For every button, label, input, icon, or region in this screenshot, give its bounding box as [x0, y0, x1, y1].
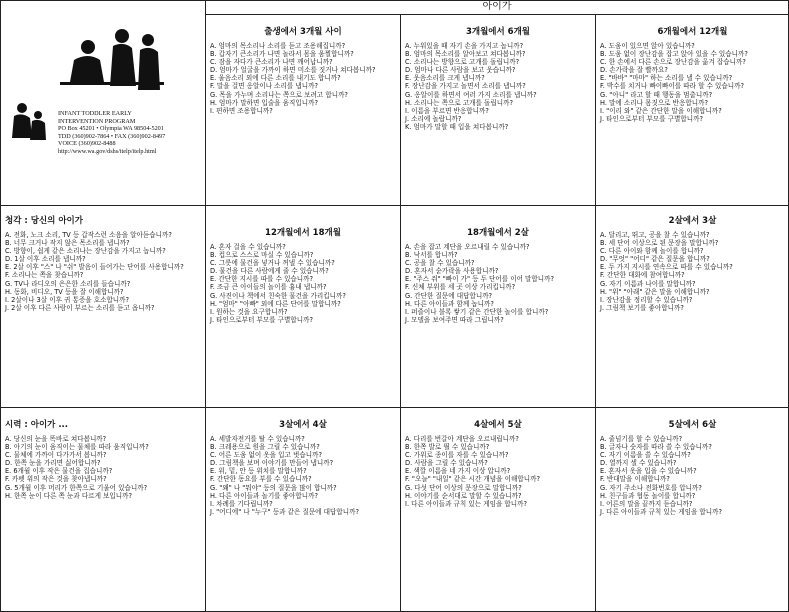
- question-item: B. 너무 크거나 작지 않은 목소리를 냅니까?: [5, 239, 130, 248]
- question-list: [600, 42, 785, 123]
- question-item: I. 원하는 것을 요구합니까?: [210, 307, 288, 316]
- question-list: [5, 231, 201, 312]
- question-list: [405, 243, 591, 324]
- question-item: C. 가위로 종이를 자를 수 있습니까?: [405, 451, 509, 460]
- question-item: H. 한쪽 눈이 다른 쪽 눈과 다르게 보입니까?: [5, 491, 133, 500]
- question-item: J. 모델을 보여주면 따라 그립니까?: [405, 315, 504, 324]
- question-item: D. 엄마나 다른 사람을 보고 웃습니까?: [405, 66, 516, 75]
- question-item: I. 이름을 부르면 반응합니까?: [405, 106, 489, 115]
- question-list: [210, 243, 396, 324]
- question-item: H. 다른 아이들과 놀기를 좋아합니까?: [210, 491, 318, 500]
- section-4-5-years: [401, 408, 595, 612]
- question-item: E. 두 가지 지시를 연속으로 따를 수 있습니까?: [600, 263, 733, 272]
- question-item: I. 어른의 말을 끝까지 듣습니까?: [600, 499, 693, 508]
- question-item: F. 신체 부위를 세 곳 이상 가리킵니까?: [405, 283, 516, 292]
- question-item: D. "무엇" "어디" 같은 질문을 합니까?: [600, 255, 710, 264]
- question-item: H. 말에 소리나 몸짓으로 반응합니까?: [600, 98, 708, 107]
- section-6-12-months: [596, 15, 789, 205]
- question-item: A. 세발자전거를 탈 수 있습니까?: [210, 435, 305, 443]
- section-title: 3살에서 4살: [279, 420, 327, 430]
- program-info: [58, 110, 165, 155]
- question-item: D. 엄마가 얼굴을 가까이 하면 미소를 짓거나 쳐다봅니까?: [210, 66, 376, 75]
- question-item: D. 물건을 다른 사람에게 줄 수 있습니까?: [210, 267, 329, 276]
- question-item: E. "주스 줘" "빠이 가" 등 두 단어를 이어 말합니까?: [405, 275, 555, 284]
- question-item: D. 1살 이후 소리를 냅니까?: [5, 255, 86, 264]
- question-item: I. 차례를 기다립니까?: [210, 499, 273, 508]
- question-item: B. 글자나 숫자를 따라 쓸 수 있습니까?: [600, 443, 712, 452]
- question-item: F. 말을 걸면 옹알이나 소리를 냅니까?: [210, 82, 318, 91]
- program-address: PO Box 45201 • Olympia WA 98504-5201: [58, 125, 164, 132]
- question-item: A. 줄넘기를 할 수 있습니까?: [600, 435, 683, 443]
- question-item: A. 전화, 노크 소리, TV 등 갑작스런 소음을 알아듣습니까?: [5, 231, 172, 239]
- program-website: http://www.wa.gov/dshs/itelp/itelp.html: [58, 147, 157, 155]
- section-5-6-years: [596, 408, 789, 612]
- question-item: G. "왜" 나 "뭐야" 등의 질문을 많이 합니까?: [210, 483, 337, 492]
- question-item: H. 소리나는 쪽으로 고개를 돌립니까?: [405, 98, 513, 107]
- question-item: I. 장난감을 정리할 수 있습니까?: [600, 295, 693, 304]
- question-item: I. 다른 아이들과 규칙 있는 게임을 합니까?: [405, 499, 528, 508]
- section-0-3-months: [206, 15, 400, 205]
- question-item: C. 방향이, 쉽게 같은 소리나는 장난감을 가지고 놉니까?: [5, 247, 166, 256]
- question-item: I. 2살이나 3살 이후 귀 통증을 호소합니까?: [5, 295, 130, 304]
- question-item: C. 그릇에 물건을 넣거나 꺼낼 수 있습니까?: [210, 259, 335, 268]
- question-item: A. 도움이 있으면 앉아 있습니까?: [600, 42, 695, 50]
- question-item: D. 열까지 셀 수 있습니까?: [600, 459, 677, 468]
- question-item: C. 어른 도움 없이 옷을 입고 벗습니까?: [210, 451, 322, 460]
- question-item: B. 크레용으로 원을 그릴 수 있습니까?: [210, 443, 320, 452]
- question-item: E. 울음소리 외에 다른 소리를 내기도 합니까?: [210, 74, 341, 83]
- question-item: C. 자기 이름을 쓸 수 있습니까?: [600, 451, 691, 460]
- question-item: H. 다른 아이들과 함께 놉니까?: [405, 299, 494, 308]
- section-2-3-years: [596, 206, 789, 407]
- question-item: G. 자기 주소나 전화번호를 압니까?: [600, 483, 702, 492]
- question-item: G. 자기 이름과 나이를 말합니까?: [600, 279, 696, 288]
- section-12-18-months: [206, 206, 400, 407]
- question-item: E. "바바" "마마" 하는 소리를 낼 수 있습니까?: [600, 74, 733, 83]
- question-item: F. 박수를 치거나 빠이빠이를 따라 할 수 있습니까?: [600, 82, 745, 91]
- question-item: B. 낙서를 합니까?: [405, 251, 458, 260]
- question-item: H. 친구들과 협동 놀이를 합니까?: [600, 491, 696, 500]
- section-title: 6개월에서 12개월: [657, 27, 728, 37]
- question-item: E. 간단한 지시를 따를 수 있습니까?: [210, 275, 314, 284]
- question-item: I. "이리 와" 같은 간단한 말을 이해합니까?: [600, 106, 722, 115]
- section-title: 2살에서 3살: [668, 216, 717, 226]
- question-item: H. "위" "아래" 같은 말을 이해합니까?: [600, 287, 710, 296]
- question-item: B. 컵으로 스스로 마실 수 있습니까?: [210, 251, 314, 260]
- program-name-line-1: INFANT TODDLER EARLY: [58, 110, 132, 117]
- question-item: E. 색깔 이름을 네 가지 이상 압니까?: [405, 467, 511, 476]
- question-item: J. 그림책 보기를 좋아합니까?: [600, 303, 684, 312]
- question-item: I. 퍼즐이나 블록 쌓기 같은 간단한 놀이를 합니까?: [405, 307, 549, 316]
- question-item: F. 간단한 대화에 참여합니까?: [600, 271, 685, 280]
- question-item: E. 혼자서 옷을 입을 수 있습니까?: [600, 467, 697, 476]
- question-list: [5, 435, 201, 500]
- question-item: C. 소리나는 방향으로 고개를 돌립니까?: [405, 58, 520, 67]
- page-header: 아이가: [205, 0, 789, 15]
- section-vision: [1, 408, 205, 612]
- program-logo-panel: [0, 0, 205, 205]
- question-item: B. 아기의 눈이 움직이는 물체를 따라 움직입니까?: [5, 443, 149, 452]
- question-item: J. 소리에 놀랍니까?: [405, 114, 462, 123]
- question-item: B. 도움 없이 장난감을 잡고 앉아 있을 수 있습니까?: [600, 50, 748, 59]
- section-title: 5살에서 6살: [668, 420, 717, 430]
- question-item: G. TV나 라디오의 은은한 소리를 들습니까?: [5, 279, 131, 288]
- question-item: C. 한 손에서 다른 손으로 장난감을 옮겨 잡습니까?: [600, 58, 746, 67]
- question-item: F. 소리나는 쪽을 찾습니까?: [5, 271, 84, 280]
- section-title: 12개월에서 18개월: [265, 228, 341, 238]
- question-item: E. 웃음소리를 크게 냅니까?: [405, 74, 485, 83]
- question-item: A. 누워있을 때 자기 손을 가지고 놉니까?: [405, 42, 524, 50]
- section-18-24-months: [401, 206, 595, 407]
- question-item: F. 카펫 위의 작은 것을 찾아냅니까?: [5, 475, 107, 484]
- section-title: 18개월에서 2살: [467, 228, 529, 238]
- question-item: F. "오늘" "내일" 같은 시간 개념을 이해합니까?: [405, 475, 540, 484]
- section-title: 3개월에서 6개월: [465, 27, 531, 37]
- program-name-line-2: INTERVENTION PROGRAM: [58, 117, 136, 125]
- question-item: E. 2살 이후 "스" 나 "쉬" 발음이 들어가는 단어를 사용합니까?: [5, 263, 184, 272]
- question-item: D. 그림책을 보며 이야기를 만들어 냅니까?: [210, 459, 334, 468]
- question-item: A. 달리고, 뛰고, 공을 찰 수 있습니까?: [600, 231, 710, 239]
- section-3-4-years: [206, 408, 400, 612]
- question-item: E. 6개월 이후 작은 물건을 집습니까?: [5, 467, 113, 476]
- question-item: H. 이야기를 순서대로 말할 수 있습니까?: [405, 491, 522, 500]
- question-item: A. 당신의 눈을 똑바로 쳐다봅니까?: [5, 435, 107, 443]
- question-item: D. 한쪽 눈을 가리면 싫어합니까?: [5, 459, 101, 468]
- question-list: [210, 435, 396, 516]
- question-item: J. 2살 이후 다른 사람이 부르는 소리를 듣고 옵니까?: [5, 303, 155, 312]
- question-item: F. 간단한 동요를 부를 수 있습니까?: [210, 475, 312, 484]
- question-item: G. 옹알이를 하면서 여러 가지 소리를 냅니까?: [405, 90, 537, 99]
- section-title: 4살에서 5살: [474, 420, 522, 430]
- question-item: B. 갑자기 큰소리가 나면 놀라서 몸을 움찔합니까?: [210, 50, 354, 59]
- question-list: [405, 42, 591, 131]
- question-item: C. 공을 찰 수 있습니까?: [405, 259, 475, 268]
- question-list: [600, 435, 785, 516]
- question-item: J. 타인으로부터 부모를 구별합니까?: [600, 114, 704, 123]
- question-item: F. 장난감을 가지고 놀면서 소리를 냅니까?: [405, 82, 526, 91]
- question-item: A. 다리를 번갈아 계단을 오르내립니까?: [405, 435, 519, 443]
- question-item: H. 동화, 비디오, TV 등을 잘 이해합니까?: [5, 287, 124, 296]
- program-tdd-fax: TDD (360)902-7864 • FAX (360)902-8497: [58, 132, 166, 140]
- question-item: H. 엄마가 말하면 입술을 움직입니까?: [210, 98, 318, 107]
- question-item: G. 사진이나 책에서 친숙한 물건을 가리킵니까?: [210, 291, 346, 300]
- section-hearing: [1, 206, 205, 407]
- question-item: J. 타인으로부터 부모를 구별합니까?: [210, 315, 314, 324]
- question-list: [405, 435, 591, 508]
- section-title: 출생에서 3개월 사이: [264, 27, 342, 37]
- question-item: G. "아니" 라고 할 때 행동을 멈춥니까?: [600, 90, 713, 99]
- question-item: B. 세 단어 이상으로 된 문장을 말합니까?: [600, 239, 719, 248]
- program-voice: VOICE (360)902-8488: [58, 140, 116, 147]
- question-item: A. 엄마의 목소리나 소리를 듣고 조용해집니까?: [210, 42, 346, 50]
- question-item: E. 위, 밑, 안 등 위치를 말합니까?: [210, 467, 307, 476]
- question-item: J. 다른 아이들과 규칙 있는 게임을 합니까?: [600, 507, 723, 516]
- question-item: H. "엄마" "아빠" 외에 다른 단어를 말합니까?: [210, 299, 341, 308]
- question-item: K. 엄마가 말할 때 입을 쳐다봅니까?: [405, 122, 509, 131]
- question-item: J. "어디에" 나 "누구" 등과 같은 질문에 대답합니까?: [210, 507, 359, 516]
- question-list: [210, 42, 396, 115]
- question-item: A. 혼자 걸을 수 있습니까?: [210, 243, 286, 251]
- question-item: F. 조금 큰 아이들의 놀이를 흉내 냅니까?: [210, 283, 327, 292]
- section-3-6-months: [401, 15, 595, 205]
- question-item: G. 간단한 질문에 대답합니까?: [405, 291, 493, 300]
- question-item: B. 한쪽 발로 뛸 수 있습니까?: [405, 443, 490, 452]
- section-title: 시력 : 아이가 ...: [5, 420, 69, 430]
- question-item: F. 반대말을 이해합니까?: [600, 475, 670, 484]
- question-item: D. 손가락을 잘 빨까요?: [600, 66, 668, 75]
- question-item: G. 목을 가누며 소리나는 쪽으로 보려고 합니까?: [210, 90, 348, 99]
- children-illustration: [0, 0, 205, 205]
- question-item: B. 엄마의 목소리를 알아보고 쳐다봅니까?: [405, 50, 526, 59]
- question-item: I. 편하면 조용합니까?: [210, 106, 273, 115]
- question-item: D. 혼자서 숟가락을 사용합니까?: [405, 267, 499, 276]
- question-item: C. 물체에 가까이 다가가서 봅니까?: [5, 451, 107, 460]
- question-item: C. 다른 아이와 함께 놀이를 합니까?: [600, 247, 704, 256]
- section-title: 청각 : 당신의 아이가: [5, 216, 83, 226]
- question-item: C. 잠을 자다가 큰소리가 나면 깨어납니까?: [210, 58, 333, 67]
- question-item: G. 5개월 이후 머리가 한쪽으로 기울어 있습니까?: [5, 483, 148, 492]
- question-item: A. 손을 잡고 계단을 오르내릴 수 있습니까?: [405, 243, 530, 251]
- question-list: [600, 231, 785, 312]
- question-item: D. 사람을 그릴 수 있습니까?: [405, 459, 488, 468]
- question-item: G. 다섯 단어 이상의 문장으로 말합니까?: [405, 483, 522, 492]
